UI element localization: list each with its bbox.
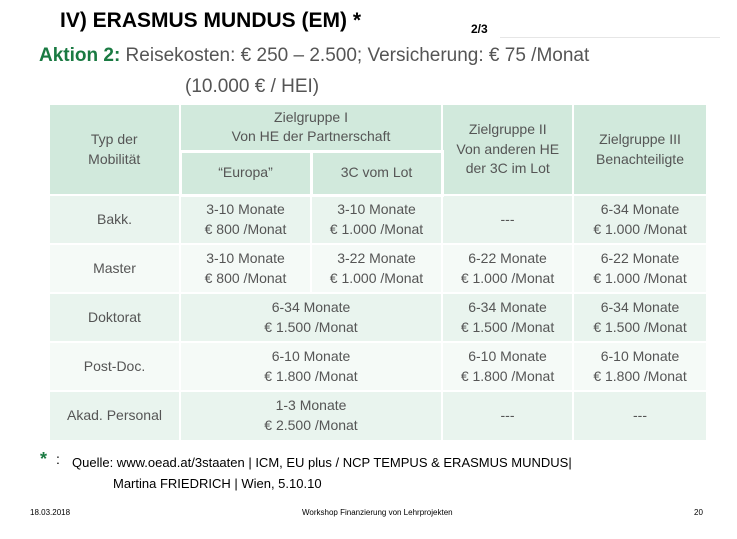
footer-title: Workshop Finanzierung von Lehrprojekten — [302, 508, 453, 517]
cell-zielgruppe-1: 1-3 Monate € 2.500 /Monat — [180, 391, 442, 441]
slide-title: IV) ERASMUS MUNDUS (EM) * — [60, 9, 362, 32]
cell-zielgruppe-2: 6-34 Monate € 1.500 /Monat — [442, 293, 573, 342]
header-europa: “Europa” — [180, 151, 311, 195]
cell-zielgruppe-2: --- — [442, 391, 573, 441]
title-divider — [500, 37, 720, 38]
cell-zielgruppe-2: 6-10 Monate € 1.800 /Monat — [442, 342, 573, 391]
header-zielgruppe-2: Zielgruppe II Von anderen HE der 3C im Lot — [442, 104, 573, 195]
cell-zielgruppe-3: --- — [573, 391, 707, 441]
table-row — [49, 195, 707, 244]
cell-zielgruppe-2: --- — [442, 195, 573, 244]
footer-date: 18.03.2018 — [30, 508, 71, 517]
footnote-star: * — [40, 449, 48, 469]
mobility-table — [48, 103, 708, 442]
cell-europa: 3-10 Monate € 800 /Monat — [180, 195, 311, 244]
table-row — [49, 244, 707, 293]
subtitle-line-1 — [39, 45, 589, 67]
cell-europa: 3-10 Monate € 800 /Monat — [180, 244, 311, 293]
cell-zielgruppe-3: 6-34 Monate € 1.000 /Monat — [573, 195, 707, 244]
page-indicator: 2/3 — [471, 22, 488, 36]
table-row — [49, 293, 707, 342]
row-type: Post-Doc. — [49, 342, 180, 391]
action-costs: Reisekosten: € 250 – 2.500; Versicherung: € 75 /Monat — [120, 45, 590, 66]
header-3c-vom-lot: 3C vom Lot — [311, 151, 442, 195]
footnote-colon: : — [56, 451, 60, 467]
action-label: Aktion 2: — [39, 45, 121, 66]
cell-zielgruppe-3: 6-22 Monate € 1.000 /Monat — [573, 244, 707, 293]
source-line-2: Martina FRIEDRICH | Wien, 5.10.10 — [113, 476, 322, 491]
footer-page-number: 20 — [694, 508, 703, 517]
row-type: Bakk. — [49, 195, 180, 244]
cell-zielgruppe-1: 6-10 Monate € 1.800 /Monat — [180, 342, 442, 391]
cell-zielgruppe-1: 6-34 Monate € 1.500 /Monat — [180, 293, 442, 342]
header-typ: Typ der Mobilität — [49, 104, 180, 195]
cell-zielgruppe-3: 6-34 Monate € 1.500 /Monat — [573, 293, 707, 342]
row-type: Doktorat — [49, 293, 180, 342]
table-row — [49, 391, 707, 441]
subtitle-line-2: (10.000 € / HEI) — [185, 76, 320, 97]
row-type: Master — [49, 244, 180, 293]
cell-3c: 3-22 Monate € 1.000 /Monat — [311, 244, 442, 293]
cell-zielgruppe-3: 6-10 Monate € 1.800 /Monat — [573, 342, 707, 391]
header-zielgruppe-1: Zielgruppe I Von HE der Partnerschaft — [180, 104, 442, 151]
header-zielgruppe-3: Zielgruppe III Benachteiligte — [573, 104, 707, 195]
source-line-1: Quelle: www.oead.at/3staaten | ICM, EU plus / NCP TEMPUS & ERASMUS MUNDUS| — [72, 455, 572, 470]
row-type: Akad. Personal — [49, 391, 180, 441]
cell-3c: 3-10 Monate € 1.000 /Monat — [311, 195, 442, 244]
table-row — [49, 342, 707, 391]
cell-zielgruppe-2: 6-22 Monate € 1.000 /Monat — [442, 244, 573, 293]
